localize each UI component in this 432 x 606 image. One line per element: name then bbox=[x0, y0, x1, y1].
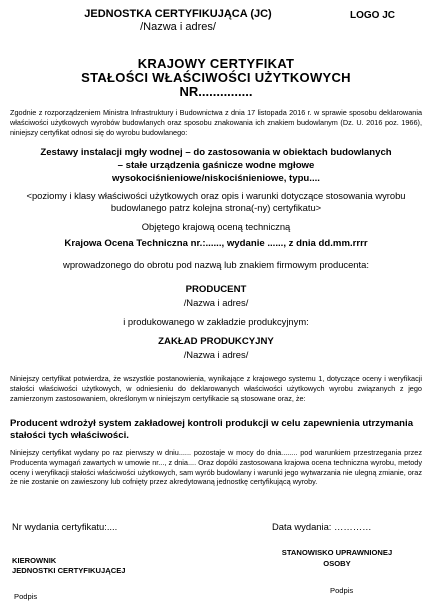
certificate-title-line2: STAŁOŚCI WŁAŚCIWOŚCI UŻYTKOWYCH bbox=[81, 70, 351, 85]
producer-label: PRODUCENT bbox=[185, 284, 247, 295]
product-name-line2: – stałe urządzenia gaśnicze wodne mgłowe bbox=[117, 160, 315, 171]
certificate-issue-number: Nr wydania certyfikatu:.... bbox=[12, 521, 118, 532]
head-of-unit-title-line2: JEDNOSTKI CERTYFIKUJĄCEJ bbox=[12, 566, 126, 575]
certificate-title-line1: KRAJOWY CERTYFIKAT bbox=[137, 56, 295, 71]
confirmation-paragraph: Niniejszy certyfikat potwierdza, że wszystkie postanowienia, wynikające z krajowego systemu 1, dotyczące oceny i weryfikacji stałości właściwości użytkowych, w odniesieniu do deklarowanych właściwości użytkowych wyrobu związanych z jego zamierzonym zastosowaniem, określonym w niniejszym certyfikacie są stosowane oraz, że: bbox=[10, 374, 422, 403]
performance-levels-note: <poziomy i klasy właściwości użytkowych oraz opis i warunki dotyczące stosowania wyrobu budowlanego patrz kolejna strona(-ny) certyfikatu> bbox=[26, 190, 406, 213]
covered-by-assessment: Objętego krajową oceną techniczną bbox=[141, 221, 291, 232]
authorized-person-title-line2: OSOBY bbox=[323, 559, 351, 568]
certificate-number: NR............... bbox=[179, 84, 253, 99]
logo-placeholder: LOGO JC bbox=[350, 10, 396, 21]
technical-assessment-line: Krajowa Ocena Techniczna nr.:......, wydanie ......, z dnia dd.mm.rrrr bbox=[64, 238, 368, 249]
produced-in-text: i produkowanego w zakładzie produkcyjnym: bbox=[123, 316, 309, 327]
intro-paragraph: Zgodnie z rozporządzeniem Ministra Infrastruktury i Budownictwa z dnia 17 listopada 2016 r. w sprawie sposobu deklarowania właściwości użytkowych wyrobów budowlanych oraz sposobu znakowania ich znakiem budowlanym (Dz. U. 2016 poz. 1966), niniejszy certyfikat odnosi się do wyrobu budowlanego: bbox=[10, 108, 422, 137]
production-plant-address: /Nazwa i adres/ bbox=[183, 349, 249, 360]
right-signature-label: Podpis bbox=[330, 586, 354, 595]
authorized-person-title-line1: STANOWISKO UPRAWNIONEJ bbox=[281, 548, 393, 557]
certifying-unit-name: JEDNOSTKA CERTYFIKUJĄCA (JC) bbox=[84, 8, 272, 20]
head-of-unit-title-line1: KIEROWNIK bbox=[12, 556, 57, 565]
marketed-under-text: wprowadzonego do obrotu pod nazwą lub znakiem firmowym producenta: bbox=[63, 259, 369, 270]
product-name-line3: wysokociśnieniowe/niskociśnieniowe, typu.... bbox=[112, 173, 320, 184]
fpc-statement: Producent wdrożył system zakładowej kontroli produkcji w celu zapewnienia utrzymania stałości tych właściwości. bbox=[10, 418, 414, 441]
left-signature-label: Podpis bbox=[14, 592, 38, 601]
validity-paragraph: Niniejszy certyfikat wydany po raz pierwszy w dniu...... pozostaje w mocy do dnia........ pod warunkiem przestrzegania przez Producenta wymagań zawartych w umowie nr..., z dnia.... Oraz dopóki zastosowana krajowa ocena techniczna wyrobu, metody oceny i weryfikacji stałości właściwości użytkowych, sam wyrób budowlany i warunki jego wytwarzania nie ulegną zmianie, oraz że nie zostanie on zawieszony lub cofnięty przez akredytowaną jednostkę certyfikującą wyroby. bbox=[10, 448, 422, 487]
producer-address: /Nazwa i adres/ bbox=[183, 297, 249, 308]
certifying-unit-address: /Nazwa i adres/ bbox=[140, 21, 216, 33]
issue-date: Data wydania: ………… bbox=[272, 521, 372, 532]
production-plant-label: ZAKŁAD PRODUKCYJNY bbox=[158, 336, 274, 347]
product-name-line1: Zestawy instalacji mgły wodnej – do zastosowania w obiektach budowlanych bbox=[40, 147, 392, 158]
